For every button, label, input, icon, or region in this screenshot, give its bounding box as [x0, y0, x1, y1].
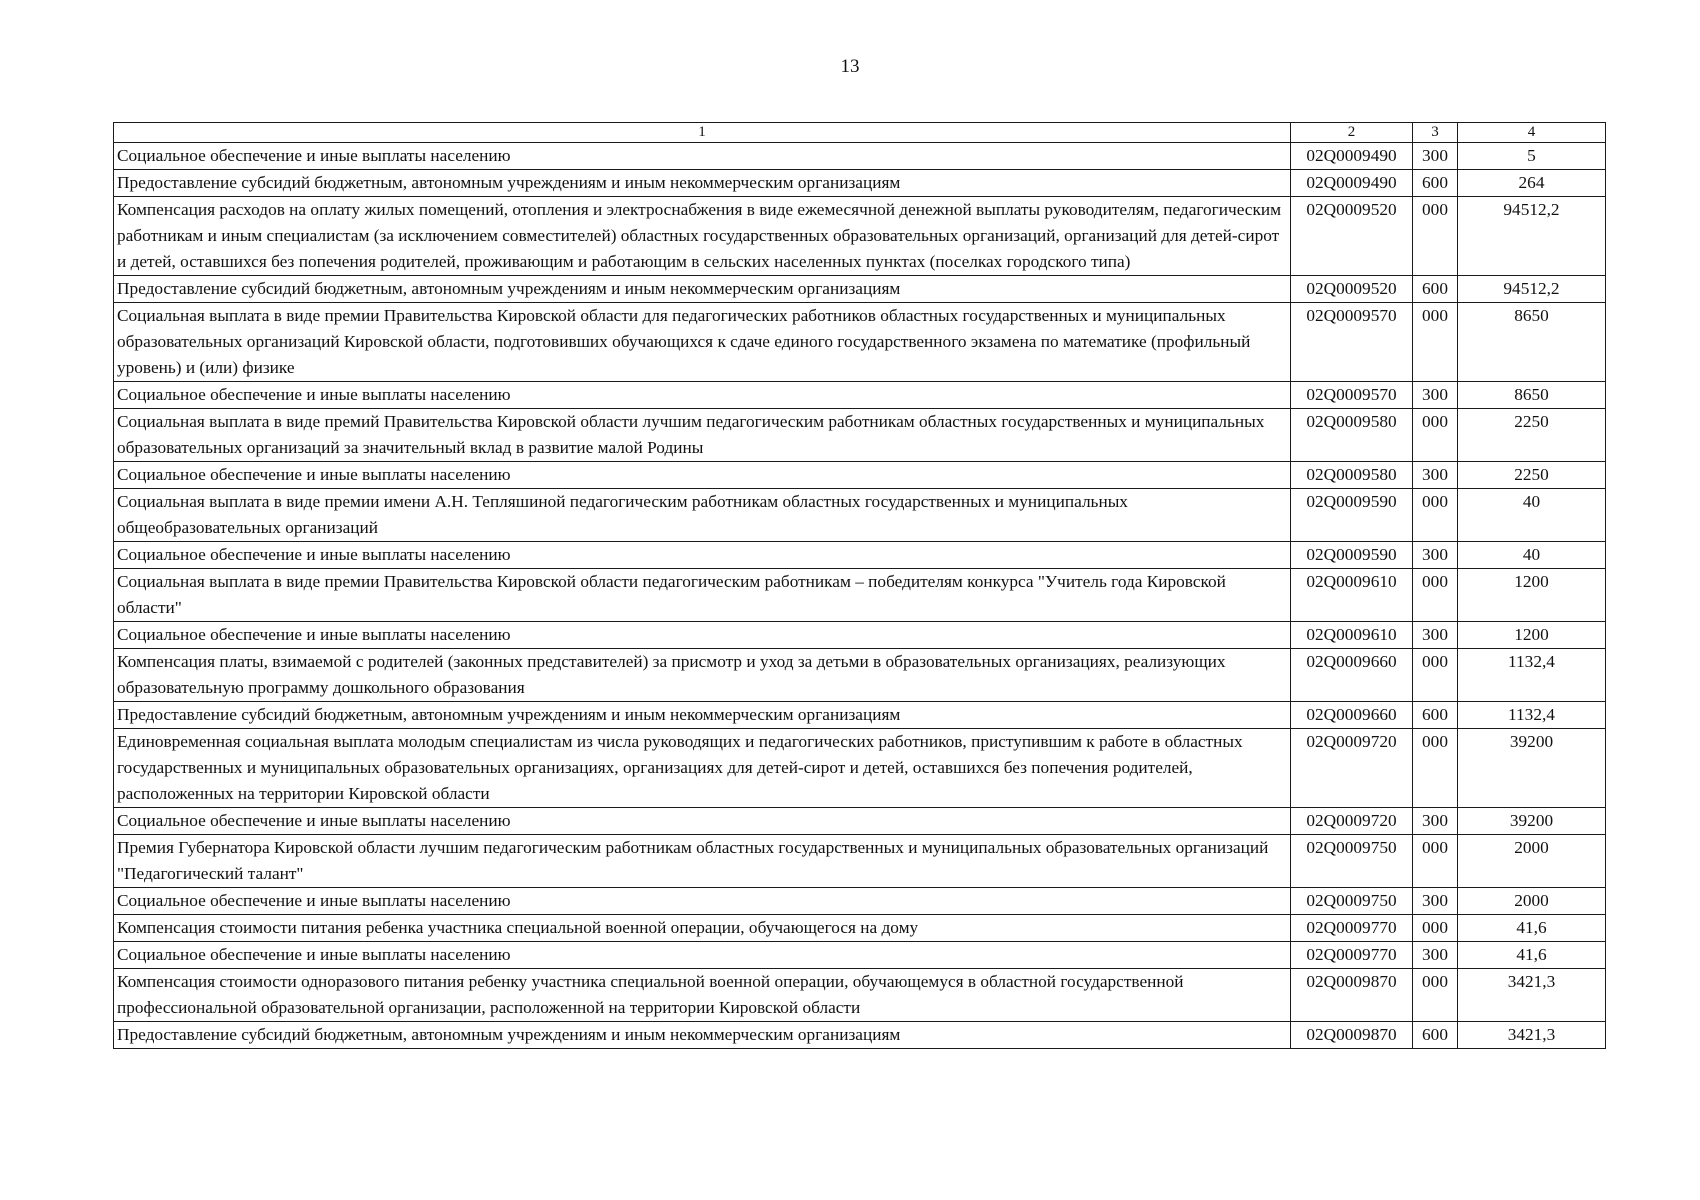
amount-cell: 2250	[1458, 409, 1606, 462]
table-row	[114, 808, 1606, 835]
item-name-cell: Социальная выплата в виде премий Правительства Кировской области лучшим педагогическим работникам областных государственных и муниципальных образовательных организаций за значительный вклад в развитие малой Родины	[114, 409, 1291, 462]
amount-cell: 39200	[1458, 808, 1606, 835]
expense-type-cell: 300	[1413, 888, 1458, 915]
table-row	[114, 702, 1606, 729]
amount-cell: 3421,3	[1458, 969, 1606, 1022]
table-row	[114, 143, 1606, 170]
target-code-cell: 02Q0009570	[1291, 382, 1413, 409]
expense-type-cell: 300	[1413, 382, 1458, 409]
header-cell-1: 1	[114, 123, 1291, 143]
item-name-cell: Социальное обеспечение и иные выплаты населению	[114, 622, 1291, 649]
table-row	[114, 649, 1606, 702]
item-name-cell: Предоставление субсидий бюджетным, автономным учреждениям и иным некоммерческим организациям	[114, 1022, 1291, 1049]
amount-cell: 40	[1458, 542, 1606, 569]
expense-type-cell: 000	[1413, 915, 1458, 942]
table-row	[114, 942, 1606, 969]
amount-cell: 40	[1458, 489, 1606, 542]
amount-cell: 2000	[1458, 888, 1606, 915]
table-row	[114, 170, 1606, 197]
expense-type-cell: 000	[1413, 303, 1458, 382]
expense-type-cell: 000	[1413, 729, 1458, 808]
table-row	[114, 197, 1606, 276]
table-row	[114, 382, 1606, 409]
target-code-cell: 02Q0009590	[1291, 542, 1413, 569]
target-code-cell: 02Q0009720	[1291, 729, 1413, 808]
expense-type-cell: 600	[1413, 170, 1458, 197]
item-name-cell: Социальная выплата в виде премии Правительства Кировской области педагогическим работникам – победителям конкурса "Учитель года Кировской области"	[114, 569, 1291, 622]
target-code-cell: 02Q0009610	[1291, 622, 1413, 649]
target-code-cell: 02Q0009720	[1291, 808, 1413, 835]
expense-type-cell: 000	[1413, 835, 1458, 888]
amount-cell: 1200	[1458, 569, 1606, 622]
item-name-cell: Предоставление субсидий бюджетным, автономным учреждениям и иным некоммерческим организациям	[114, 276, 1291, 303]
table-row	[114, 569, 1606, 622]
target-code-cell: 02Q0009580	[1291, 409, 1413, 462]
target-code-cell: 02Q0009750	[1291, 835, 1413, 888]
amount-cell: 3421,3	[1458, 1022, 1606, 1049]
page-number: 13	[840, 56, 860, 77]
item-name-cell: Компенсация расходов на оплату жилых помещений, отопления и электроснабжения в виде ежемесячной денежной выплаты руководителям, педагогическим работникам и иным специалистам (за исключением совместителей) областных государственных образовательных организаций, организаций для детей-сирот и детей, оставшихся без попечения родителей, проживающим и работающим в сельских населенных пунктах (поселках городского типа)	[114, 197, 1291, 276]
amount-cell: 2250	[1458, 462, 1606, 489]
target-code-cell: 02Q0009520	[1291, 276, 1413, 303]
target-code-cell: 02Q0009870	[1291, 1022, 1413, 1049]
expense-type-cell: 300	[1413, 143, 1458, 170]
target-code-cell: 02Q0009490	[1291, 143, 1413, 170]
table-header-row	[114, 123, 1606, 143]
target-code-cell: 02Q0009770	[1291, 915, 1413, 942]
item-name-cell: Премия Губернатора Кировской области лучшим педагогическим работникам областных государственных и муниципальных образовательных организаций "Педагогический талант"	[114, 835, 1291, 888]
expense-type-cell: 300	[1413, 542, 1458, 569]
table-row	[114, 409, 1606, 462]
target-code-cell: 02Q0009870	[1291, 969, 1413, 1022]
amount-cell: 41,6	[1458, 915, 1606, 942]
expense-type-cell: 600	[1413, 276, 1458, 303]
expense-type-cell: 000	[1413, 649, 1458, 702]
item-name-cell: Единовременная социальная выплата молодым специалистам из числа руководящих и педагогических работников, приступившим к работе в областных государственных и муниципальных образовательных организациях, организациях для детей-сирот и детей, оставшихся без попечения родителей, расположенных на территории Кировской области	[114, 729, 1291, 808]
expense-type-cell: 000	[1413, 409, 1458, 462]
item-name-cell: Предоставление субсидий бюджетным, автономным учреждениям и иным некоммерческим организациям	[114, 702, 1291, 729]
header-cell-3: 3	[1413, 123, 1458, 143]
amount-cell: 264	[1458, 170, 1606, 197]
item-name-cell: Социальная выплата в виде премии Правительства Кировской области для педагогических работников областных государственных и муниципальных образовательных организаций Кировской области, подготовивших обучающихся к сдаче единого государственного экзамена по математике (профильный уровень) и (или) физике	[114, 303, 1291, 382]
budget-table	[113, 122, 1606, 1049]
table-row	[114, 542, 1606, 569]
amount-cell: 94512,2	[1458, 197, 1606, 276]
amount-cell: 94512,2	[1458, 276, 1606, 303]
expense-type-cell: 000	[1413, 197, 1458, 276]
amount-cell: 8650	[1458, 382, 1606, 409]
table-row	[114, 888, 1606, 915]
table-row	[114, 969, 1606, 1022]
item-name-cell: Компенсация стоимости питания ребенка участника специальной военной операции, обучающегося на дому	[114, 915, 1291, 942]
budget-table-body	[114, 123, 1606, 1049]
item-name-cell: Компенсация платы, взимаемой с родителей (законных представителей) за присмотр и уход за детьми в образовательных организациях, реализующих образовательную программу дошкольного образования	[114, 649, 1291, 702]
target-code-cell: 02Q0009660	[1291, 702, 1413, 729]
item-name-cell: Социальное обеспечение и иные выплаты населению	[114, 382, 1291, 409]
item-name-cell: Социальное обеспечение и иные выплаты населению	[114, 888, 1291, 915]
item-name-cell: Социальное обеспечение и иные выплаты населению	[114, 462, 1291, 489]
header-cell-4: 4	[1458, 123, 1606, 143]
amount-cell: 39200	[1458, 729, 1606, 808]
item-name-cell: Социальная выплата в виде премии имени А.Н. Тепляшиной педагогическим работникам областных государственных и муниципальных общеобразовательных организаций	[114, 489, 1291, 542]
table-row	[114, 729, 1606, 808]
table-row	[114, 462, 1606, 489]
target-code-cell: 02Q0009570	[1291, 303, 1413, 382]
amount-cell: 8650	[1458, 303, 1606, 382]
table-row	[114, 1022, 1606, 1049]
expense-type-cell: 000	[1413, 569, 1458, 622]
table-row	[114, 622, 1606, 649]
item-name-cell: Социальное обеспечение и иные выплаты населению	[114, 808, 1291, 835]
item-name-cell: Предоставление субсидий бюджетным, автономным учреждениям и иным некоммерческим организациям	[114, 170, 1291, 197]
amount-cell: 2000	[1458, 835, 1606, 888]
amount-cell: 1200	[1458, 622, 1606, 649]
target-code-cell: 02Q0009750	[1291, 888, 1413, 915]
table-row	[114, 835, 1606, 888]
expense-type-cell: 300	[1413, 808, 1458, 835]
target-code-cell: 02Q0009610	[1291, 569, 1413, 622]
item-name-cell: Социальное обеспечение и иные выплаты населению	[114, 542, 1291, 569]
target-code-cell: 02Q0009520	[1291, 197, 1413, 276]
header-cell-2: 2	[1291, 123, 1413, 143]
amount-cell: 5	[1458, 143, 1606, 170]
item-name-cell: Социальное обеспечение и иные выплаты населению	[114, 942, 1291, 969]
expense-type-cell: 300	[1413, 942, 1458, 969]
expense-type-cell: 300	[1413, 462, 1458, 489]
target-code-cell: 02Q0009590	[1291, 489, 1413, 542]
expense-type-cell: 600	[1413, 1022, 1458, 1049]
table-row	[114, 303, 1606, 382]
target-code-cell: 02Q0009580	[1291, 462, 1413, 489]
target-code-cell: 02Q0009660	[1291, 649, 1413, 702]
item-name-cell: Социальное обеспечение и иные выплаты населению	[114, 143, 1291, 170]
amount-cell: 1132,4	[1458, 702, 1606, 729]
target-code-cell: 02Q0009770	[1291, 942, 1413, 969]
expense-type-cell: 300	[1413, 622, 1458, 649]
table-row	[114, 489, 1606, 542]
expense-type-cell: 000	[1413, 969, 1458, 1022]
target-code-cell: 02Q0009490	[1291, 170, 1413, 197]
amount-cell: 1132,4	[1458, 649, 1606, 702]
expense-type-cell: 000	[1413, 489, 1458, 542]
expense-type-cell: 600	[1413, 702, 1458, 729]
table-row	[114, 915, 1606, 942]
table-row	[114, 276, 1606, 303]
amount-cell: 41,6	[1458, 942, 1606, 969]
item-name-cell: Компенсация стоимости одноразового питания ребенку участника специальной военной операции, обучающемуся в областной государственной профессиональной образовательной организации, расположенной на территории Кировской области	[114, 969, 1291, 1022]
